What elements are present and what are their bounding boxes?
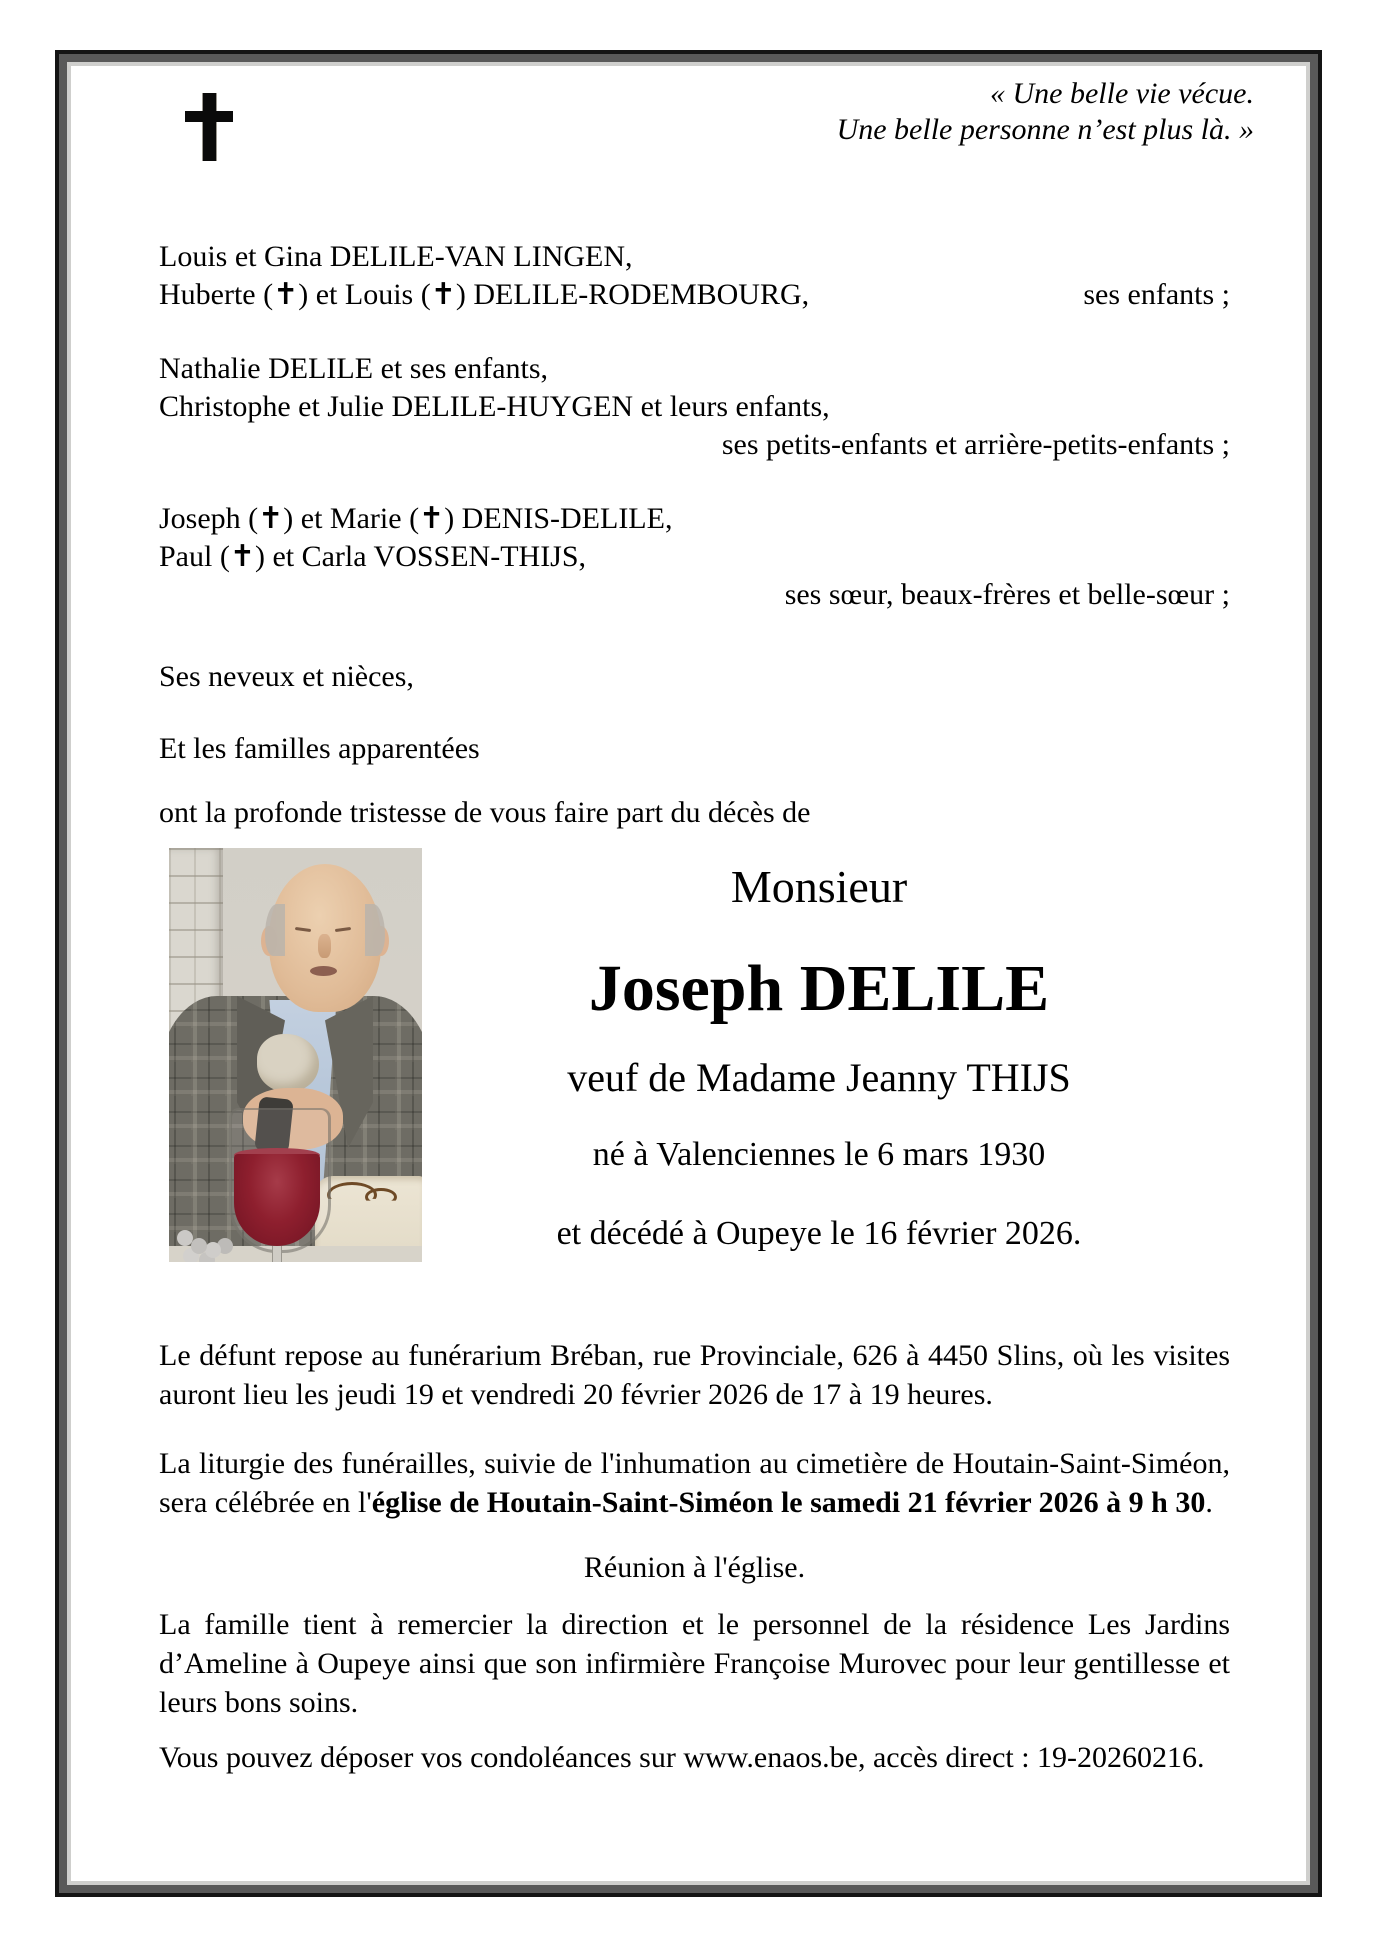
photo-silver-beads xyxy=(177,1230,193,1246)
epitaph-quote-line1: « Une belle vie vécue. xyxy=(989,77,1254,110)
family-names-line: Louis et Gina DELILE-VAN LINGEN, xyxy=(159,240,633,273)
family-row xyxy=(159,350,1230,388)
bold-text-segment: église de Houtain-Saint-Siméon le samedi 21 février 2026 à 9 h 30 xyxy=(371,1486,1206,1519)
epitaph-quote-line2: Une belle personne n’est plus là. » xyxy=(836,113,1254,146)
paragraph-liturgy xyxy=(159,1444,1230,1522)
deceased-widower-line: veuf de Madame Jeanny THIJS xyxy=(567,1055,1071,1101)
relation-label: ses enfants ; xyxy=(1083,278,1230,311)
family-names-line: Paul (✝) et Carla VOSSEN-THIJS, xyxy=(159,540,587,573)
family-row xyxy=(159,576,1230,614)
family-list xyxy=(159,238,1230,614)
family-row xyxy=(159,388,1230,426)
family-group xyxy=(159,350,1230,464)
family-row xyxy=(159,238,1230,276)
paragraph-condolences xyxy=(159,1738,1230,1777)
card-frame xyxy=(55,50,1322,1897)
card-frame-mid xyxy=(59,54,1318,1893)
text-segment: La liturgie des funérailles, suivie de l'inhumation au cimetière de Houtain-Saint-Siméon, sera célébrée en l' xyxy=(159,1447,1230,1519)
deceased-title: Monsieur xyxy=(730,861,908,912)
portrait-photo xyxy=(169,848,422,1262)
photo-man-mouth xyxy=(310,966,337,976)
family-row xyxy=(159,426,1230,464)
deceased-name: Joseph DELILE xyxy=(588,951,1050,1025)
photo-glass-stem xyxy=(272,1246,282,1262)
relation-label: ses petits-enfants et arrière-petits-enfants ; xyxy=(721,428,1230,461)
family-row xyxy=(159,500,1230,538)
text-segment: Vous pouvez déposer vos condoléances sur www.enaos.be, accès direct : 19-20260216. xyxy=(159,1741,1205,1774)
photo-man-hair-right xyxy=(365,904,385,956)
related-families-line: Et les familles apparentées xyxy=(159,732,480,765)
text-segment: . xyxy=(1205,1486,1213,1519)
family-names-line: Joseph (✝) et Marie (✝) DENIS-DELILE, xyxy=(159,502,673,535)
photo-red-wine xyxy=(234,1154,320,1246)
cross-stem xyxy=(202,93,217,161)
epitaph-quote xyxy=(71,76,1254,148)
deceased-block xyxy=(422,848,1230,1262)
announcement-line: ont la profonde tristesse de vous faire part du décès de xyxy=(159,796,811,829)
paragraph-repose xyxy=(159,1336,1230,1414)
reunion-line: Réunion à l'église. xyxy=(583,1551,806,1584)
family-group xyxy=(159,238,1230,314)
paragraph-thanks xyxy=(159,1605,1230,1722)
photo-napkin xyxy=(257,1034,319,1092)
photo-man-nose xyxy=(318,934,331,958)
relation-label: ses sœur, beaux-frères et belle-sœur ; xyxy=(784,578,1230,611)
nephews-line: Ses neveux et nièces, xyxy=(159,660,414,693)
cross-bar xyxy=(185,111,233,122)
family-group xyxy=(159,500,1230,614)
deceased-birth-line: né à Valenciennes le 6 mars 1930 xyxy=(592,1136,1046,1174)
family-names-line: Huberte (✝) et Louis (✝) DELILE-RODEMBOURG, xyxy=(159,278,810,311)
family-names-line: Christophe et Julie DELILE-HUYGEN et leurs enfants, xyxy=(159,390,830,423)
family-names-line: Nathalie DELILE et ses enfants, xyxy=(159,352,549,385)
family-row xyxy=(159,276,1230,314)
text-segment: La famille tient à remercier la direction et le personnel de la résidence Les Jardins d’Ameline à Oupeye ainsi que son infirmière Françoise Murovec pour leur gentillesse et leurs bons soins. xyxy=(159,1608,1230,1719)
text-segment: Le défunt repose au funérarium Bréban, rue Provinciale, 626 à 4450 Slins, où les visites auront lieu les jeudi 19 et vendredi 20 février 2026 de 17 à 19 heures. xyxy=(159,1339,1230,1411)
latin-cross-icon xyxy=(185,93,233,161)
card-content xyxy=(67,62,1310,1885)
photo-man-hair-left xyxy=(265,904,285,956)
deceased-death-line: et décédé à Oupeye le 16 février 2026. xyxy=(556,1215,1082,1253)
family-row xyxy=(159,538,1230,576)
